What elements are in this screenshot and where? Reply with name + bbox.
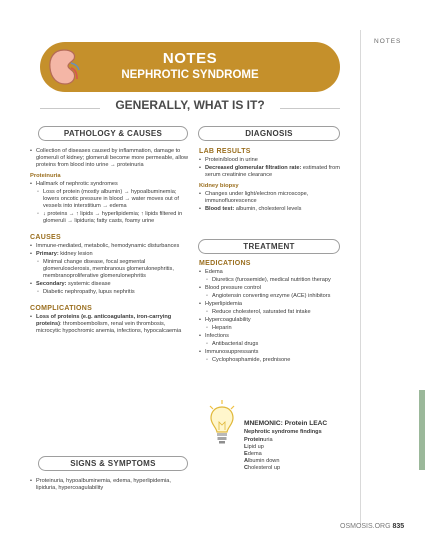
chapter-tab bbox=[419, 390, 425, 470]
protein-loss-item: ◦ Loss of protein (mostly albumin) → hypoalbuminemia; lowers oncotic pressure in blood → water moves out of vessels into interstitium → edema bbox=[30, 189, 190, 210]
treatment-block bbox=[199, 255, 349, 365]
lab-item-urine: • Protein/blood in urine bbox=[199, 157, 349, 164]
med-hypercoag: • Hypercoagulability bbox=[199, 317, 349, 324]
footer bbox=[340, 523, 404, 530]
mnemonic-subtitle: Nephrotic syndrome findings bbox=[244, 429, 322, 435]
footer-site: OSMOSIS.ORG bbox=[340, 523, 391, 530]
side-notes-label: NOTES bbox=[374, 38, 402, 45]
hallmark-item: • Hallmark of nephrotic syndromes bbox=[30, 181, 190, 188]
signs-block bbox=[30, 478, 190, 493]
page-subtitle: NEPHROTIC SYNDROME bbox=[121, 69, 259, 81]
complications-item: • Loss of proteins (e.g. anticoagulants, iron-carrying proteins): thromboembolism, renal vein thrombosis, microcytic hypochromic anemia, infections, hypocalcaemia bbox=[30, 314, 190, 335]
med-bp: • Blood pressure control bbox=[199, 285, 349, 292]
causes-primary: • Primary: kidney lesion bbox=[30, 251, 190, 258]
medications-heading: MEDICATIONS bbox=[199, 260, 251, 267]
mnemonic-item: Cholesterol up bbox=[244, 465, 281, 471]
causes-primary-list: ◦ Minimal change disease, focal segmental glomerulosclerosis, membranous glomerulonephritis, membranoproliferative glomerulonephritis bbox=[30, 259, 190, 280]
causes-secondary-list: ◦ Diabetic nephropathy, lupus nephritis bbox=[30, 289, 190, 296]
med-hyperlip: • Hyperlipidemia bbox=[199, 301, 349, 308]
med-hyperlip-sub: ◦ Reduce cholesterol, saturated fat intake bbox=[199, 309, 349, 316]
lipids-item: ◦ ↓ proteins → ↑ lipids → hyperlipidemia; ↑ lipids filtered in glomeruli → lipiduria; fatty casts, foamy urine bbox=[30, 211, 190, 225]
biopsy-heading: Kidney biopsy bbox=[199, 183, 239, 189]
mnemonic-item: Edema bbox=[244, 451, 262, 457]
lightbulb-icon bbox=[207, 400, 237, 450]
causes-immune: • Immune-mediated, metabolic, hemodynamic disturbances bbox=[30, 243, 190, 250]
main-heading: GENERALLY, WHAT IS IT? bbox=[100, 98, 280, 118]
signs-item: • Proteinuria, hypoalbuminemia, edema, hyperlipidemia, lipiduria, hypercoagulability bbox=[30, 478, 190, 492]
mnemonic-item: Albumin down bbox=[244, 458, 280, 464]
proteinuria-heading: Proteinuria bbox=[30, 173, 61, 179]
section-pathology-causes: PATHOLOGY & CAUSES bbox=[38, 126, 188, 141]
page-number: 835 bbox=[392, 523, 405, 530]
left-column bbox=[30, 148, 190, 336]
med-edema: • Edema bbox=[199, 269, 349, 276]
section-diagnosis: DIAGNOSIS bbox=[198, 126, 340, 141]
med-infections: • Infections bbox=[199, 333, 349, 340]
pathology-intro: • Collection of diseases caused by inflammation, damage to glomeruli of kidney; glomeruli become more permeable, allow proteins from blood into urine → proteinuria bbox=[30, 148, 190, 169]
lab-results-heading: LAB RESULTS bbox=[199, 148, 251, 155]
mnemonic-block bbox=[244, 420, 327, 472]
med-bp-sub: ◦ Angiotensin converting enzyme (ACE) inhibitors bbox=[199, 293, 349, 300]
mnemonic-item: Proteinuria bbox=[244, 437, 273, 443]
med-hypercoag-sub: ◦ Heparin bbox=[199, 325, 349, 332]
causes-secondary: • Secondary: systemic disease bbox=[30, 281, 190, 288]
med-immuno: • Immunosuppressants bbox=[199, 349, 349, 356]
med-edema-sub: ◦ Diuretics (furosemide), medical nutrition therapy bbox=[199, 277, 349, 284]
med-immuno-sub: ◦ Cyclophosphamide, prednisone bbox=[199, 357, 349, 364]
diagnosis-block bbox=[199, 143, 349, 214]
biopsy-item: • Changes under light/electron microscope, immunofluorescence bbox=[199, 191, 349, 205]
complications-heading: COMPLICATIONS bbox=[30, 305, 93, 312]
mnemonic-title: MNEMONIC: Protein LEAC bbox=[244, 420, 328, 427]
section-signs-symptoms: SIGNS & SYMPTOMS bbox=[38, 456, 188, 471]
page-title: NOTES bbox=[162, 50, 218, 67]
blood-test-item: • Blood test: albumin, cholesterol levels bbox=[199, 206, 349, 213]
mnemonic-item: Lipid up bbox=[244, 444, 264, 450]
med-infections-sub: ◦ Antibacterial drugs bbox=[199, 341, 349, 348]
side-divider bbox=[360, 30, 361, 525]
causes-heading: CAUSES bbox=[30, 234, 61, 241]
lab-item-gfr: • Decreased glomerular filtration rate: estimated from serum creatinine clearance bbox=[199, 165, 349, 179]
section-treatment: TREATMENT bbox=[198, 239, 340, 254]
